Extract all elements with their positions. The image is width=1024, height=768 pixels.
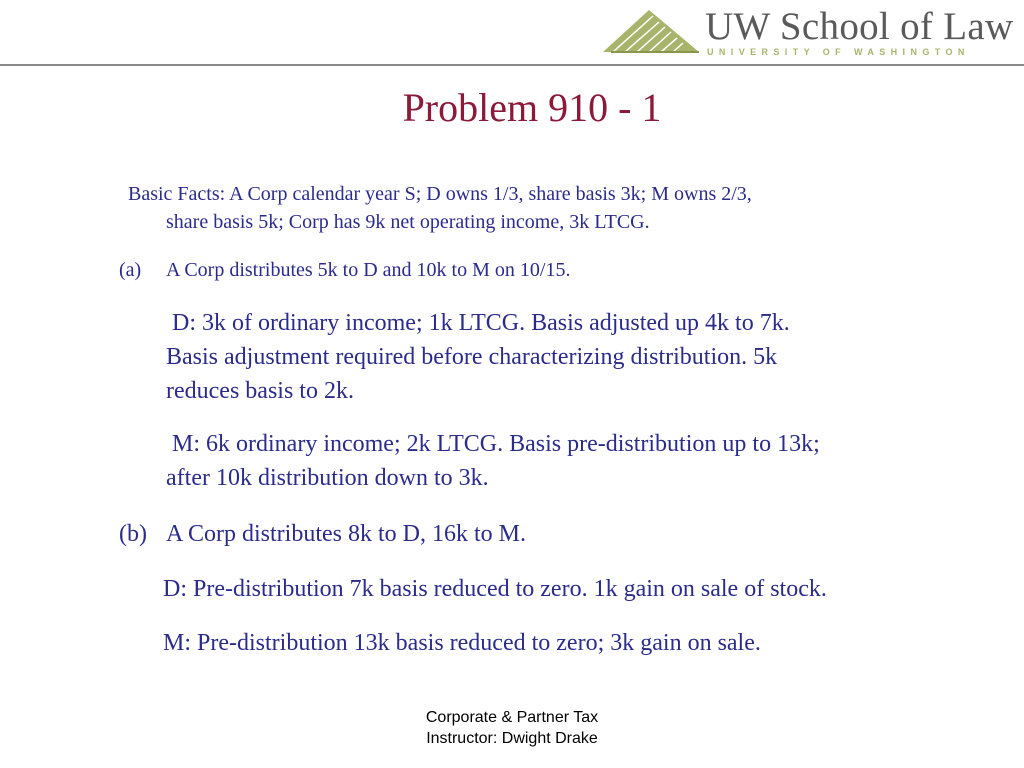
part-b-text: A Corp distributes 8k to D, 16k to M. [166, 521, 527, 547]
part-a-text: A Corp distributes 5k to D and 10k to M on 10/15. [166, 259, 571, 281]
part-b-m-text: M: Pre-distribution 13k basis reduced to zero; 3k gain on sale. [163, 630, 761, 656]
slide-footer [392, 707, 632, 749]
part-a-m-line-2: after 10k distribution down to 3k. [166, 465, 489, 491]
uw-law-logo [603, 5, 1014, 57]
part-b-d-text: D: Pre-distribution 7k basis reduced to zero. 1k gain on sale of stock. [163, 576, 827, 602]
part-a-d-line-1: D: 3k of ordinary income; 1k LTCG. Basis adjusted up 4k to 7k. [172, 310, 790, 336]
basic-facts-line-1: Basic Facts: A Corp calendar year S; D owns 1/3, share basis 3k; M owns 2/3, [128, 183, 752, 205]
part-a-d-line-3: reduces basis to 2k. [166, 378, 354, 404]
logo-wordmark: UW School of Law [705, 5, 1014, 48]
logo-subtitle: UNIVERSITY OF WASHINGTON [707, 47, 970, 57]
header-divider [0, 64, 1024, 66]
slide-title: Problem 910 - 1 [402, 85, 662, 130]
part-b-label: (b) [119, 521, 147, 547]
part-a-m-line-1: M: 6k ordinary income; 2k LTCG. Basis pre-distribution up to 13k; [172, 431, 820, 457]
building-icon [603, 8, 703, 56]
part-a-label: (a) [119, 259, 142, 281]
basic-facts-line-2: share basis 5k; Corp has 9k net operating income, 3k LTCG. [166, 211, 650, 233]
footer-course: Corporate & Partner Tax [425, 709, 599, 726]
part-a-d-line-2: Basis adjustment required before characterizing distribution. 5k [166, 344, 778, 370]
footer-instructor: Instructor: Dwight Drake [426, 730, 598, 747]
